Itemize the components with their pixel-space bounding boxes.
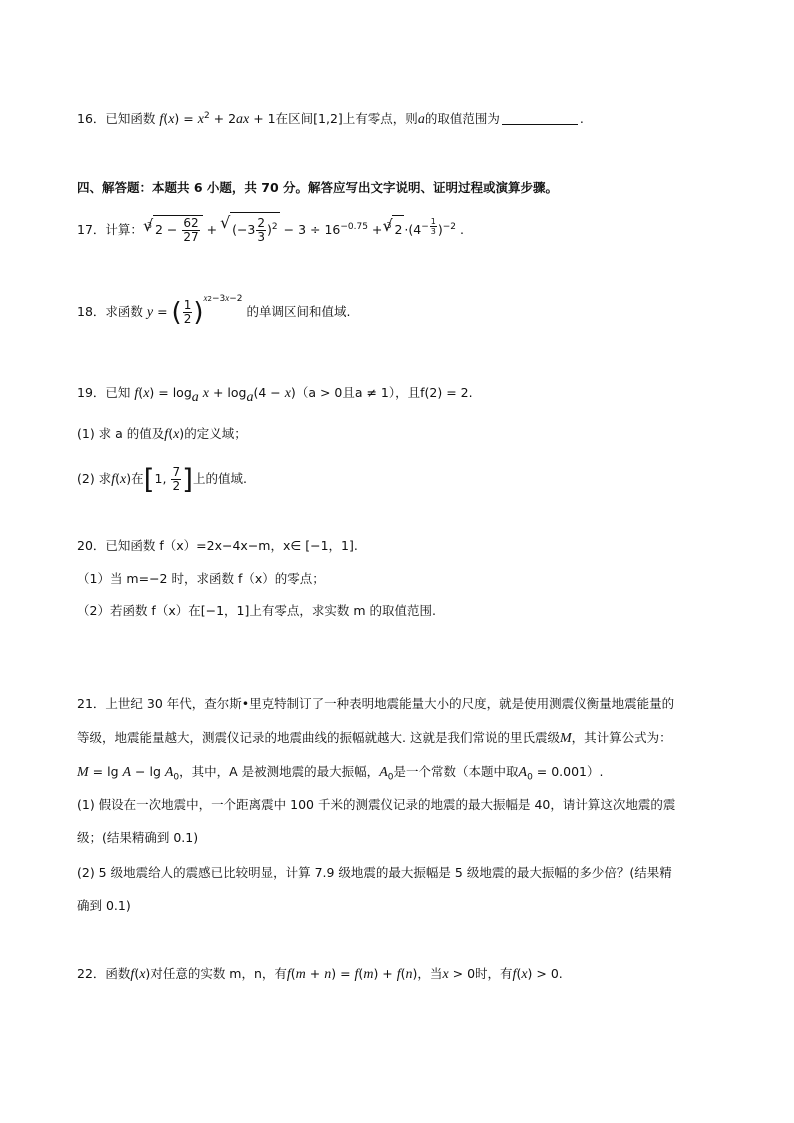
q17-text-pre: 计算： (105, 222, 143, 238)
question-21: 21．上世纪 30 年代，查尔斯•里克特制订了一种表明地震能量大小的尺度，就是使用测震仪衡量地震能量的 (77, 696, 675, 711)
q18-text-tail: 的单调区间和值域. (246, 304, 351, 320)
q21-formula: $M = \lg A - \lg A_0$ (77, 764, 180, 783)
q18-text-pre: 求函数 (105, 304, 143, 320)
q16-number: 16． (77, 111, 106, 127)
q16-interval: [1,2] (313, 111, 343, 127)
q20-part-2: （2）若函数 f（x）在[−1，1]上有零点，求实数 m 的取值范围. (77, 603, 436, 618)
q22-formula: f(m + n) = f(m) + f(n) (286, 966, 418, 982)
question-22: 22．函数f(x)对任意的实数 m，n，有f(m + n) = f(m) + f(n)，当x > 0时，有f(x) > 0. (77, 966, 563, 982)
q21-part-1: (1) 假设在一次地震中，一个距离震中 100 千米的测震仪记录的地震的最大振幅是 40，请计算这次地震的震 (77, 797, 676, 812)
q17-expression: $^3$√ 2 − $\frac{62}{27}$ + √ (−3 $\frac{2}{3}$ )$^2 - 3 \div 16^{-0.75} + ^3√$ $2 \cdot(4^{- \frac{1}{3}}$ )$^{-2}$ . (147, 222, 464, 237)
q19-value: f(2) = 2 (420, 385, 469, 400)
q21-part-2-cont: 确到 0.1) (77, 898, 131, 913)
q16-text-post: 在区间 (275, 111, 314, 127)
q16-text-tail: 的取值范围为 (424, 111, 500, 127)
q19-number: 19． (77, 385, 106, 400)
q19-formula: $f(x) = \log_a x + \log_a(4 - x)$ (134, 385, 296, 405)
q16-text-mid: 上有零点，则 (342, 111, 418, 127)
q16-text-pre: 已知函数 (105, 111, 156, 127)
q22-number: 22． (77, 966, 106, 981)
q17-number: 17． (77, 222, 106, 238)
q21-line-2: 等级，地震能量越大，测震仪记录的地震曲线的振幅就越大. 这就是我们常说的里氏震级M，其计算公式为： (77, 730, 672, 746)
question-16: 16．已知函数 $f(x) = x^2 + 2ax + 1$在区间[1,2]上有零点，则a的取值范围为 . (77, 111, 584, 128)
q21-part-2: (2) 5 级地震给人的震感已比较明显，计算 7.9 级地震的最大振幅是 5 级地震的最大振幅的多少倍？(结果精 (77, 865, 672, 880)
question-20: 20．已知函数 f（x）=2x−4x−m，x∈ [−1，1]. (77, 538, 358, 553)
q19-text-pre: 已知 (105, 385, 131, 400)
q18-number: 18． (77, 304, 106, 320)
question-19: 19．已知 $f(x) = \log_a x + \log_a(4 - x)(a > 0$且a ≠ 1），且f(2) = 2. (77, 385, 473, 405)
q19-part-1: (1) 求 a 的值及f(x)的定义域； (77, 426, 247, 442)
q19-part-2: (2) 求f(x)在[1, $\frac{7}{2}$ ]上的值域. (77, 462, 247, 496)
question-17 (77, 212, 464, 245)
q20-part-1: （1）当 m=−2 时，求函数 f（x）的零点； (77, 571, 325, 586)
q21-part-1-cont: 级；(结果精确到 0.1) (77, 830, 199, 845)
answer-blank[interactable] (502, 111, 578, 125)
q18-formula: y = ( $\frac{1}{2}$ )$^{x2-3x-2}$ (146, 293, 243, 328)
q19-condition: （a > 0且a ≠ 1），且 (295, 385, 421, 400)
q21-line-3: $M = \lg A - \lg A_0$，其中，A 是被测地震的最大振幅，$A_0$是一个常数（本题中取$A_0 = 0.001$）. (77, 764, 604, 783)
q16-function-formula: f (159, 112, 164, 128)
section-heading: 四、解答题：本题共 6 小题，共 70 分。解答应写出文字说明、证明过程或演算步骤。 (77, 180, 559, 195)
question-18 (77, 293, 351, 328)
